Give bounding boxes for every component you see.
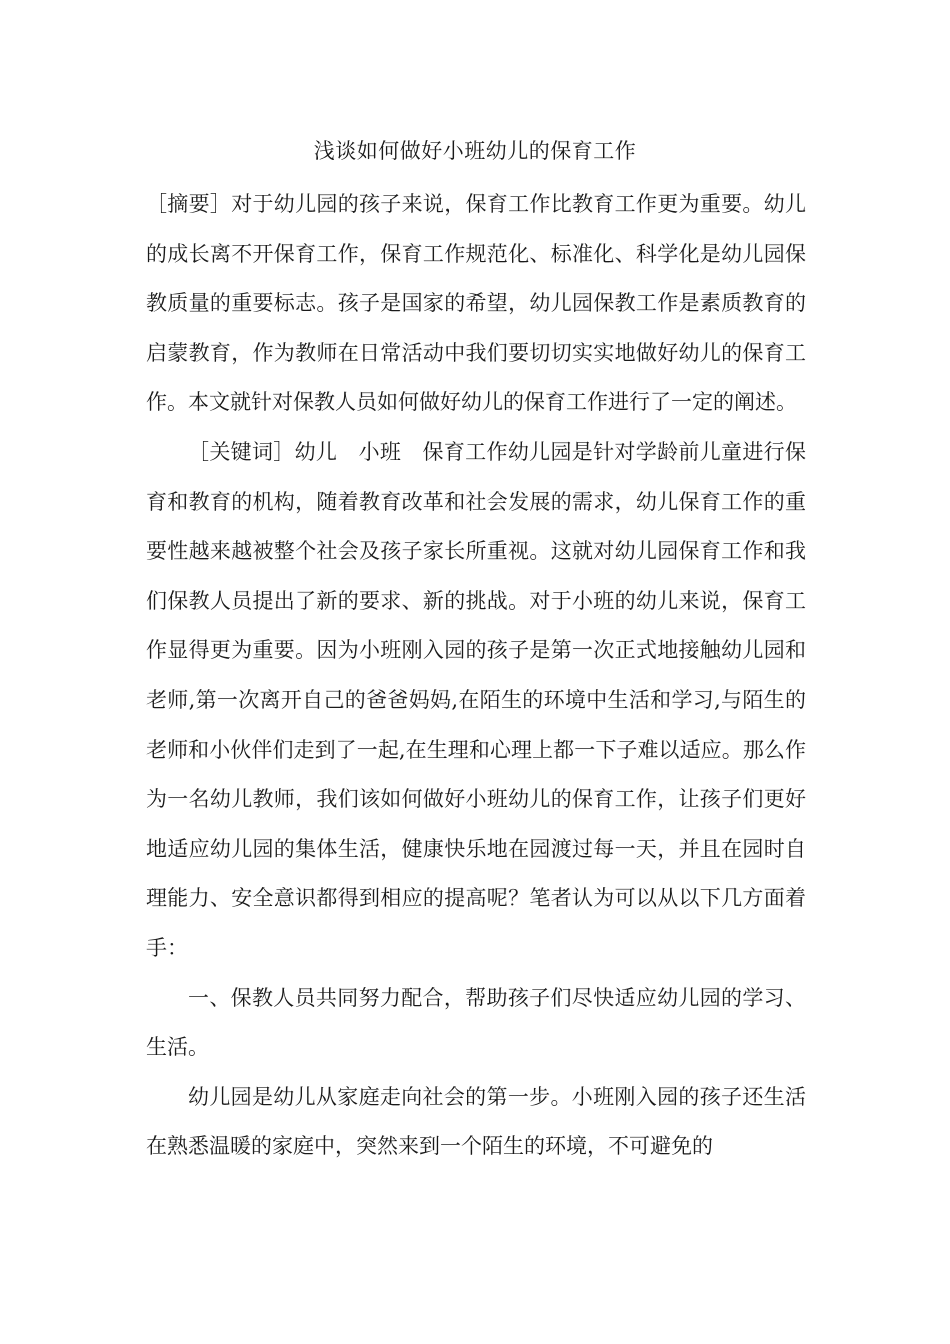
section-heading: 一、保教人员共同努力配合，帮助孩子们尽快适应幼儿园的学习、生活。	[146, 985, 806, 1060]
document-body	[146, 180, 806, 1172]
abstract-paragraph: ［摘要］对于幼儿园的孩子来说，保育工作比教育工作更为重要。幼儿的成长离不开保育工作，保育工作规范化、标准化、科学化是幼儿园保教质量的重要标志。孩子是国家的希望，幼儿园保教工作是素质教育的启蒙教育，作为教师在日常活动中我们要切切实实地做好幼儿的保育工作。本文就针对保教人员如何做好幼儿的保育工作进行了一定的阐述。	[146, 192, 806, 415]
body-paragraph: 幼儿园是幼儿从家庭走向社会的第一步。小班刚入园的孩子还生活在熟悉温暖的家庭中，突然来到一个陌生的环境，不可避免的	[146, 1084, 806, 1159]
keywords-paragraph: ［关键词］幼儿 小班 保育工作幼儿园是针对学龄前儿童进行保育和教育的机构，随着教育改革和社会发展的需求，幼儿保育工作的重要性越来越被整个社会及孩子家长所重视。这就对幼儿园保育工作和我们保教人员提出了新的要求、新的挑战。对于小班的幼儿来说，保育工作显得更为重要。因为小班刚入园的孩子是第一次正式地接触幼儿园和老师,第一次离开自己的爸爸妈妈,在陌生的环境中生活和学习,与陌生的老师和小伙伴们走到了一起,在生理和心理上都一下子难以适应。那么作为一名幼儿教师，我们该如何做好小班幼儿的保育工作，让孩子们更好地适应幼儿园的集体生活，健康快乐地在园渡过每一天，并且在园时自理能力、安全意识都得到相应的提高呢？笔者认为可以从以下几方面着手：	[146, 439, 806, 960]
document-title: 浅谈如何做好小班幼儿的保育工作	[313, 139, 637, 163]
